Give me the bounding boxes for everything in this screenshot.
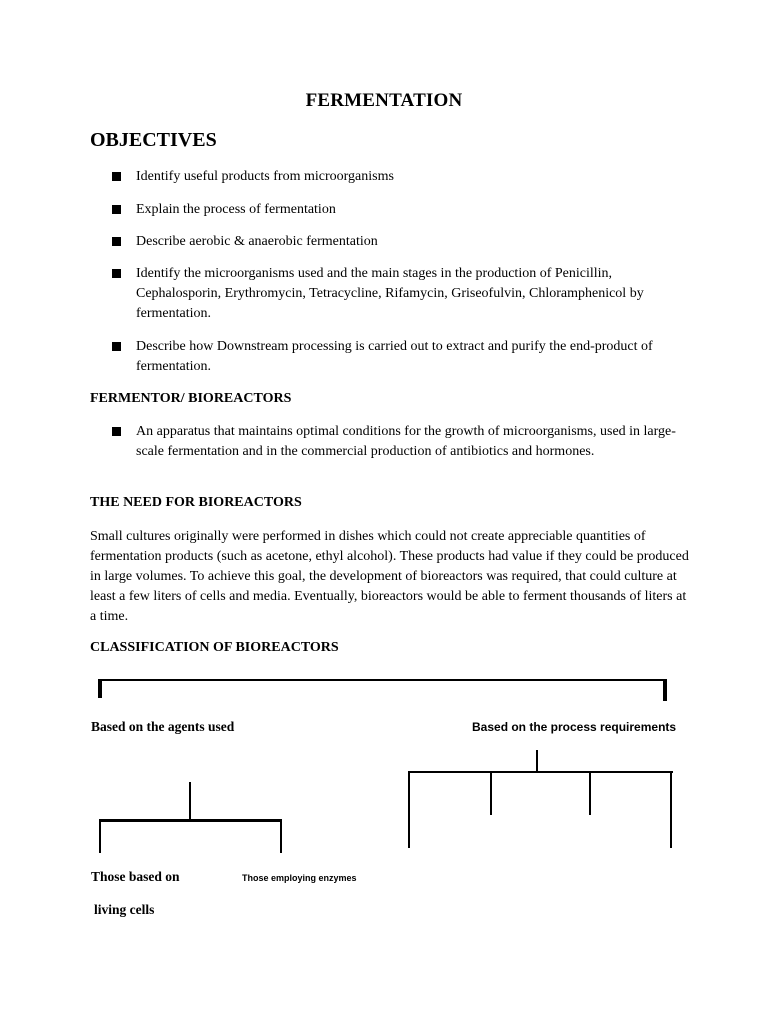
left-tree-right-drop xyxy=(280,819,282,853)
left-branch-label: Based on the agents used xyxy=(91,719,235,734)
top-bracket-left-tick xyxy=(98,679,102,698)
bullet-square-icon xyxy=(112,269,121,278)
objective-text: Explain the process of fermentation xyxy=(136,202,336,217)
bullet-square-icon xyxy=(112,427,121,436)
bullet-square-icon xyxy=(112,205,121,214)
classification-heading: CLASSIFICATION OF BIOREACTORS xyxy=(90,640,339,655)
fermentor-heading: FERMENTOR/ BIOREACTORS xyxy=(90,391,292,406)
objective-item xyxy=(112,232,678,252)
right-tree-drop-2 xyxy=(490,771,492,815)
top-bracket-line xyxy=(98,679,667,681)
objective-item xyxy=(112,200,678,220)
bullet-square-icon xyxy=(112,237,121,246)
right-tree-drop-4 xyxy=(670,771,672,848)
objective-item xyxy=(112,337,678,377)
left-tree-bar xyxy=(99,819,282,822)
fermentor-text: An apparatus that maintains optimal conditions for the growth of microorganisms, used in large-scale fermentation and in the commercial production of antibiotics and hormones. xyxy=(136,424,676,459)
left-sub-1-line2: living cells xyxy=(94,902,155,917)
right-tree-drop-1 xyxy=(408,771,410,848)
objectives-heading: OBJECTIVES xyxy=(90,129,217,151)
bullet-square-icon xyxy=(112,172,121,181)
fermentor-item xyxy=(112,422,678,462)
left-sub-1-line1: Those based on xyxy=(91,869,180,884)
right-tree-stem xyxy=(536,750,538,773)
right-branch-label: Based on the process requirements xyxy=(472,720,677,734)
left-tree-stem xyxy=(189,782,191,820)
objective-text: Identify the microorganisms used and the main stages in the production of Penicillin, Cephalosporin, Erythromycin, Tetracycline, Rifamycin, Griseofulvin, Chloramphenicol by fermentation. xyxy=(136,266,644,321)
right-tree-drop-3 xyxy=(589,771,591,815)
right-tree-bar xyxy=(408,771,673,773)
objective-text: Describe how Downstream processing is carried out to extract and purify the end-product of fermentation. xyxy=(136,339,653,374)
left-sub-2-label: Those employing enzymes xyxy=(242,873,357,883)
left-tree-left-drop xyxy=(99,819,101,853)
objective-text: Identify useful products from microorganisms xyxy=(136,169,394,184)
objective-item xyxy=(112,167,678,187)
page-title: FERMENTATION xyxy=(305,90,463,111)
objective-item xyxy=(112,264,678,324)
objective-text: Describe aerobic & anaerobic fermentation xyxy=(136,234,378,249)
need-heading: THE NEED FOR BIOREACTORS xyxy=(90,495,302,510)
bullet-square-icon xyxy=(112,342,121,351)
top-bracket-right-tick xyxy=(663,679,667,701)
need-paragraph: Small cultures originally were performed in dishes which could not create appreciable quantities of fermentation products (such as acetone, ethyl alcohol). These products had value if they could be produced in large volumes. To achieve this goal, the development of bioreactors was required, that could culture at least a few liters of cells and media. Eventually, bioreactors would be able to ferment thousands of liters at a time. xyxy=(90,529,689,624)
